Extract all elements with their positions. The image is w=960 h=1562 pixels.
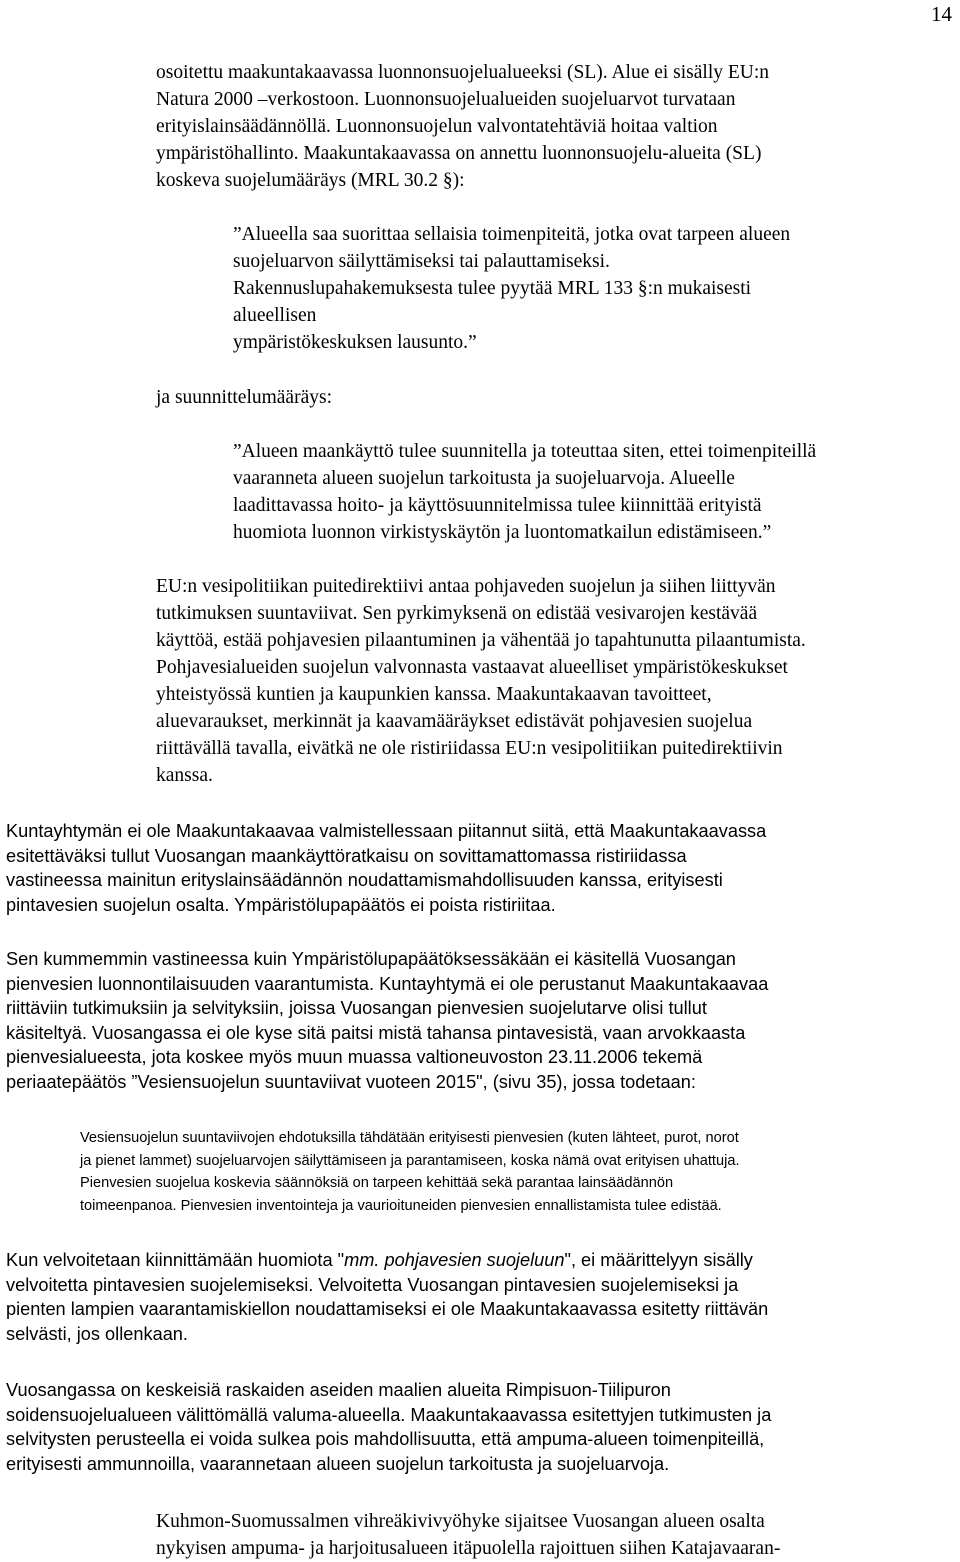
text-line: laadittavassa hoito- ja käyttösuunnitelmissa tulee kiinnittää erityistä: [233, 495, 762, 516]
text-line: vastineessa mainitun erityslainsäädännön noudattamismahdollisuuden kanssa, erityisesti: [6, 870, 723, 890]
text-line: esitettäväksi tullut Vuosangan maankäyttöratkaisu on sovittamattomassa ristiriidassa: [6, 845, 687, 866]
text-line: erityislainsäädännöllä. Luonnonsuojelun valvontatehtäviä hoitaa valtion: [156, 116, 718, 137]
text-line: Kuhmon-Suomussalmen vihreäkivivyöhyke sijaitsee Vuosangan alueen osalta: [156, 1511, 765, 1532]
text-line: Natura 2000 –verkostoon. Luonnonsuojelualueiden suojeluarvot turvataan: [156, 89, 736, 110]
text-line: toimeenpanoa. Pienvesien inventointeja ja vaurioituneiden pienvesien ennallistamista tulee edistää.: [80, 1197, 722, 1214]
text-line: Pienvesien suojelua koskevia säännöksiä on tarpeen kehittää sekä parantaa lainsäädännön: [80, 1175, 674, 1192]
text-line: alueellisen: [233, 305, 317, 326]
text-line: selvästi, jos ollenkaan.: [6, 1323, 188, 1344]
text-line: osoitettu maakuntakaavassa luonnonsuojelualueeksi (SL). Alue ei sisälly EU:n: [156, 62, 770, 83]
text-line: nykyisen ampuma- ja harjoitusalueen itäpuolella rajoittuen siihen Katajavaaran-: [156, 1538, 781, 1559]
text-line: Vesiensuojelun suuntaviivojen ehdotuksilla tähdätään erityisesti pienvesien (kuten lähteet, purot, norot: [80, 1130, 739, 1146]
text-line: pienvesien luonnontilaisuuden vaarantumista. Kuntayhtymä ei ole perustanut Maakuntakaavaa: [6, 973, 769, 994]
text-segment: ", ei määrittelyyn sisälly: [564, 1250, 753, 1270]
text-line: pienvesialueesta, jota koskee myös muun muassa valtioneuvoston 23.11.2006 tekemä: [6, 1047, 703, 1067]
text-line: koskeva suojelumääräys (MRL 30.2 §):: [156, 170, 465, 191]
text-segment: Kun velvoitetaan kiinnittämään huomiota ": [6, 1250, 345, 1270]
text-line: EU:n vesipolitiikan puitedirektiivi antaa pohjaveden suojelun ja siihen liittyvän: [156, 576, 776, 597]
text-line: aluevaraukset, merkinnät ja kaavamääräykset edistävät pohjavesien suojelua: [156, 711, 753, 732]
text-line: ja pienet lammet) suojeluarvojen säilyttämiseen ja parantamiseen, koska nämä ovat erityisen uhattuja.: [80, 1152, 740, 1169]
paragraph-vesipolitiikka: [156, 573, 806, 789]
text-line: Rakennuslupahakemuksesta tulee pyytää MRL 133 §:n mukaisesti: [233, 278, 752, 299]
text-line: soidensuojelualueen välittömällä valuma-alueella. Maakuntakaavassa esitettyjen tutkimusten ja: [6, 1404, 772, 1425]
text-line: periaatepäätös ”Vesiensuojelun suuntaviivat vuoteen 2015", (sivu 35), jossa todetaan:: [6, 1071, 696, 1092]
text-line: kanssa.: [156, 765, 213, 786]
text-line: selvitysten perusteella ei voida sulkea pois mahdollisuutta, että ampuma-alueen toimenpiteillä,: [6, 1429, 765, 1449]
italic-phrase: mm. pohjavesien suojeluun: [344, 1250, 565, 1270]
text-line: vaaranneta alueen suojelun tarkoitusta ja suojeluarvoja. Alueelle: [233, 468, 735, 489]
text-line: käyttöä, estää pohjavesien pilaantuminen ja vähentää jo tapahtunutta pilaantumista.: [156, 630, 806, 651]
page-number: 14: [931, 2, 952, 26]
paragraph-ampuma-alue: [6, 1378, 771, 1476]
text-line: ympäristöhallinto. Maakuntakaavassa on annettu luonnonsuojelu-alueita (SL): [156, 143, 762, 164]
text-line: pintavesien suojelun osalta. Ympäristölupapäätös ei poista ristiriitaa.: [6, 894, 556, 915]
paragraph-pienvedet: [6, 947, 768, 1094]
text-line: Pohjavesialueiden suojelun valvonnasta vastaavat alueelliset ympäristökeskukset: [156, 657, 788, 678]
text-line: ”Alueella saa suorittaa sellaisia toimenpiteitä, jotka ovat tarpeen alueen: [233, 224, 791, 245]
text-line: riittävällä tavalla, eivätkä ne ole ristiriidassa EU:n vesipolitiikan puitedirektiivin: [156, 738, 783, 759]
text-line: [6, 1248, 768, 1273]
text-line: ”Alueen maankäyttö tulee suunnitella ja toteuttaa siten, ettei toimenpiteillä: [233, 441, 817, 462]
text-line: Kuntayhtymän ei ole Maakuntakaavaa valmistellessaan piitannut siitä, että Maakuntakaavassa: [6, 821, 767, 841]
blockquote-vesiensuojelu: [80, 1127, 740, 1217]
blockquote-suojelumaarays: [233, 221, 790, 356]
paragraph-vihreakivivyohyke: [156, 1508, 780, 1562]
text-line: tutkimuksen suuntaviivat. Sen pyrkimyksenä on edistää vesivarojen kestävää: [156, 603, 758, 624]
text-line: erityisesti ammunnoilla, vaarannetaan alueen suojelun tarkoitusta ja suojeluarvoja.: [6, 1453, 670, 1474]
text-line: käsiteltyä. Vuosangassa ei ole kyse sitä paitsi mistä tahansa pintavesistä, vaan arvokkaasta: [6, 1022, 746, 1043]
text-line: yhteistyössä kuntien ja kaupunkien kanssa. Maakuntakaavan tavoitteet,: [156, 684, 712, 705]
paragraph-natura: [156, 59, 769, 194]
text-line: velvoitetta pintavesien suojelemiseksi. Velvoitetta Vuosangan pintavesien suojelemiseksi ja: [6, 1274, 739, 1295]
text-line: pienten lampien vaarantamiskiellon noudattamiseksi ei ole Maakuntakaavassa esitetty riittävän: [6, 1299, 769, 1319]
paragraph-kuntayhtyma-ristiriita: [6, 819, 766, 917]
text-line: ympäristökeskuksen lausunto.”: [233, 332, 477, 353]
paragraph-velvoite: [6, 1248, 768, 1346]
text-line: suojeluarvon säilyttämiseksi tai palauttamiseksi.: [233, 251, 610, 272]
text-line: riittäviin tutkimuksiin ja selvityksiin, joissa Vuosangan pienvesien suojelutarve olisi tullut: [6, 998, 707, 1018]
blockquote-suunnittelumaarays: [233, 438, 816, 546]
text-line: huomiota luonnon virkistyskäytön ja luontomatkailun edistämiseen.”: [233, 522, 772, 543]
text-line: ja suunnittelumääräys:: [156, 387, 332, 408]
paragraph-suunnittelumaarays-intro: [156, 384, 332, 411]
text-line: Vuosangassa on keskeisiä raskaiden aseiden maalien alueita Rimpisuon-Tiilipuron: [6, 1380, 671, 1400]
text-line: Sen kummemmin vastineessa kuin Ympäristölupapäätöksessäkään ei käsitellä Vuosangan: [6, 949, 736, 969]
